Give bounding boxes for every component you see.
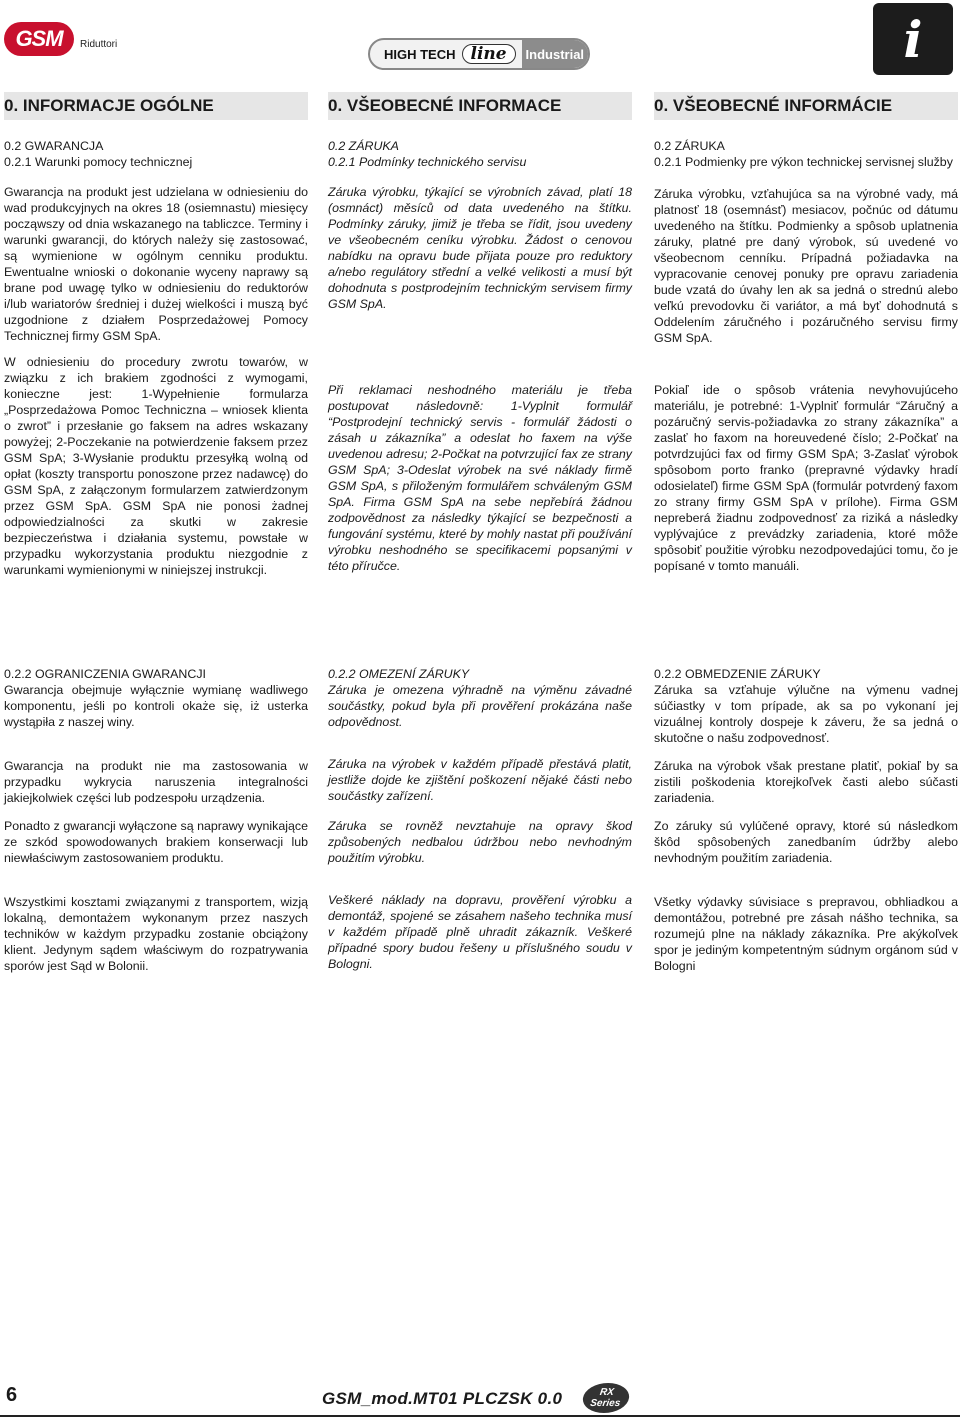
heading: 0.2.2 OGRANICZENIA GWARANCJI <box>4 667 206 681</box>
paragraph: Gwarancja obejmuje wyłącznie wymianę wadliwego komponentu, jeśli po kontroli okaże się, iż usterka wystąpiła z naszej winy. <box>4 683 308 729</box>
series-badge <box>368 38 590 70</box>
paragraph: Ponadto z gwarancji wyłączone są naprawy wynikające ze szkód spowodowanych brakiem konserwacji lub niewłaściwym zastosowaniem produktu. <box>4 819 308 865</box>
paragraph: Záruka sa vzťahuje výlučne na výmenu vadnej súčiastky v tom prípade, ak sa po vykonaní jej vizuálnej kontroly dospeje k záveru, že sa jedná o skutočne o našu zodpovednosť. <box>654 683 958 745</box>
heading: 0.2.2 OMEZENÍ ZÁRUKY <box>328 667 470 681</box>
paragraph: Při reklamaci neshodného materiálu je třeba postupovat následovně: 1-Vyplnit formulář “Postprodejní technický servis - formulář žádosti o zásah u zákazníka” a odeslat ho faxem na výše uvedenou adresu; 2-Počkat na potvrzující fax ze strany GSM SpA; 3-Odeslat výrobek na své náklady firmě GSM SpA, s přiloženým formulářem schváleným GSM SpA. Firma GSM SpA na sebe nepřebírá žádnou zodpovědnost za následky týkající se bezpečnosti a fungování systému, které by mohly nastat při používání výrobku neshodného se specifikacemi popsanými v této příručce. <box>328 383 632 573</box>
paragraph: Záruka na výrobok však prestane platiť, pokiaľ by sa zistili poškodenia ktorejkoľvek časti alebo súčasti zariadenia. <box>654 759 958 805</box>
heading: 0.2 GWARANCJA <box>4 139 104 153</box>
series-line-label: line <box>462 44 516 64</box>
paragraph: Záruka se rovněž nevztahuje na opravy škod způsobených nedbalou údržbou nebo nevhodným použitím výrobku. <box>328 819 632 865</box>
page-header <box>0 0 960 90</box>
paragraph: Wszystkimi kosztami związanymi z transportem, wizją lokalną, demontażem wykonanym przez naszych techników w każdym przypadku zostanie obciążony klient. Jedynym sądem właściwym do rozpatrywania sporów jest Sąd w Bolonii. <box>4 895 308 973</box>
text-block <box>654 666 958 746</box>
text-block <box>4 138 308 170</box>
series-hitech-label: HIGH TECH <box>384 46 456 62</box>
paragraph: Záruka výrobku, týkající se výrobních závad, platí 18 (osmnáct) měsíců od data uvedeného na štítku. Podmínky záruky, jimiž je třeba se řídit, jsou uvedeny ve všeobecném ceníku výrobku. Žádost o cenovou nabídku na opravu bude přijata pouze pro reduktory a/nebo regulátory střední a velké velikosti a musí být dohodnuta s postprodejním technickým servisem firmy GSM SpA. <box>328 185 632 311</box>
logo-text: GSM <box>15 26 63 51</box>
gsm-logo <box>4 22 74 56</box>
page-number: 6 <box>6 1384 18 1406</box>
column-czech <box>328 92 632 971</box>
info-icon: i <box>873 3 953 75</box>
footer-rule <box>0 1415 960 1417</box>
column-polish <box>4 92 308 973</box>
paragraph: Záruka je omezena výhradně na výměnu závadné součástky, pokud byla při prověření prokázána naše odpovědnost. <box>328 683 632 729</box>
series-industrial-label: Industrial <box>522 40 588 68</box>
paragraph: Všetky výdavky súvisiace s prepravou, obhliadkou a demontážou, potrebné pre zásah nášho technika, sa rozumejú plne na náklady zákazníka. Pre akýkoľvek spor je jediným kompetentným súdnym orgánom súd v Bologni <box>654 895 958 973</box>
series-label: Series <box>589 1398 622 1409</box>
section-title: 0. VŠEOBECNÉ INFORMACE <box>328 92 632 120</box>
paragraph: W odniesieniu do procedury zwrotu towarów, w związku z ich brakiem zgodności z wymogami, konieczne jest: 1-Wypełnienie formularza „Posprzedażowa Pomoc Techniczna – wniosek klienta o zwrot” i przesłanie go faksem na adres wskazany powyżej; 2-Poczekanie na potwierdzenie faksem przez GSM SpA; 3-Wysłanie produktu przesyłką wolną od opłat (koszty transportu ponoszone przez nadawcę) do GSM SpA, z załączonym formularzem zatwierdzonym przez GSM SpA. GSM SpA nie ponosi żadnej odpowiedzialności za skutki w zakresie bezpieczeństwa i działania systemu, powstałe w przypadku wykorzystania produktu niezgodnie z warunkami wymienionymi w niniejszej instrukcji. <box>4 355 308 577</box>
logo-subtitle: Riduttori <box>80 39 118 50</box>
text-block <box>328 666 632 730</box>
rx-series-badge <box>581 1383 631 1413</box>
text-block <box>328 138 632 170</box>
paragraph: Veškeré náklady na dopravu, prověření výrobku a demontáž, spojené se zásahem našeho technika musí v každém případě plně uhradit zákazník. Veškeré případné spory budou řešeny u příslušného soudu v Bologni. <box>328 893 632 971</box>
paragraph: Záruka na výrobek v každém případě přestává platit, jestliže dojde ke zjištění poškození nějaké části nebo součástky zařízení. <box>328 757 632 803</box>
section-title: 0. VŠEOBECNÉ INFORMÁCIE <box>654 92 958 120</box>
paragraph: Gwarancja na produkt nie ma zastosowania w przypadku wykrycia naruszenia integralności jakiejkolwiek części lub podzespołu urządzenia. <box>4 759 308 805</box>
section-title: 0. INFORMACJE OGÓLNE <box>4 92 308 120</box>
paragraph: Gwarancja na produkt jest udzielana w odniesieniu do wad produkcyjnych na okres 18 (osiemnastu) miesięcy począwszy od dnia wskazanego na tabliczce. Terminy i warunki gwarancji, do których należy się zastosować, są wymienione w ogólnym cenniku produktu. Ewentualne wnioski o dokonanie wyceny naprawy są brane pod uwagę tylko w odniesieniu do reduktorów i/lub wariatorów średniej i dużej wielkości i muszą być uzgodnione z działem Posprzedażowej Pomocy Technicznej firmy GSM SpA. <box>4 185 308 343</box>
rx-label: RX <box>599 1387 615 1398</box>
text-block <box>4 666 308 730</box>
column-slovak <box>654 92 958 973</box>
paragraph: Pokiaľ ide o spôsob vrátenia nevyhovujúceho materiálu, je potrebné: 1-Vyplniť formulár “Záručný a pozáručný servis-požiadavka zo strany zákazníka” a zaslať ho faxom na horeuvedené číslo; 2-Počkať na potvrdzujúci fax od firmy GSM SpA; 3-Zaslať výrobok spôsobom porto franko (prepravné výdavky hradí odosielateľ) firme GSM SpA (formulár potvrdený faxom zo strany firmy GSM SpA v prílohe). Firma GSM nepreberá žiadnu zodpovednosť za riziká a následky vyplývajúce z prevádzky zariadenia, ktoré môže spôsobiť použitie výrobku nezodpovedajúci tomu, čo je popísané v tomto manuáli. <box>654 383 958 573</box>
heading: 0.2 ZÁRUKA <box>654 139 725 153</box>
subheading: 0.2.1 Podmienky pre výkon technickej servisnej služby <box>654 155 953 169</box>
heading: 0.2.2 OBMEDZENIE ZÁRUKY <box>654 667 821 681</box>
text-block <box>654 138 958 170</box>
document-code: GSM_mod.MT01 PLCZSK 0.0 <box>322 1389 563 1408</box>
paragraph: Záruka výrobku, vzťahujúca sa na výrobné vady, má platnosť 18 (osemnásť) mesiacov, počnúc od dátumu uvedeného na štítku. Podmienky a spôsob uplatnenia záruky, platné pre daný výrobok, sú uvedené vo všeobecnom cenníku. Prípadná požiadavka na vypracovanie cenovej ponuky pre opravu zariadenia bude vzatá do úvahy len ak sa jedná o strednú alebo veľkú prevodovku či variátor, a má byť dohodnutá s Oddelením záručného i pozáručného servisu firmy GSM SpA. <box>654 187 958 345</box>
paragraph: Zo záruky sú vylúčené opravy, ktoré sú následkom škôd spôsobených zanedbaním údržby alebo nevhodným použitím zariadenia. <box>654 819 958 865</box>
subheading: 0.2.1 Podmínky technického servisu <box>328 155 527 169</box>
subheading: 0.2.1 Warunki pomocy technicznej <box>4 155 193 169</box>
heading: 0.2 ZÁRUKA <box>328 139 399 153</box>
